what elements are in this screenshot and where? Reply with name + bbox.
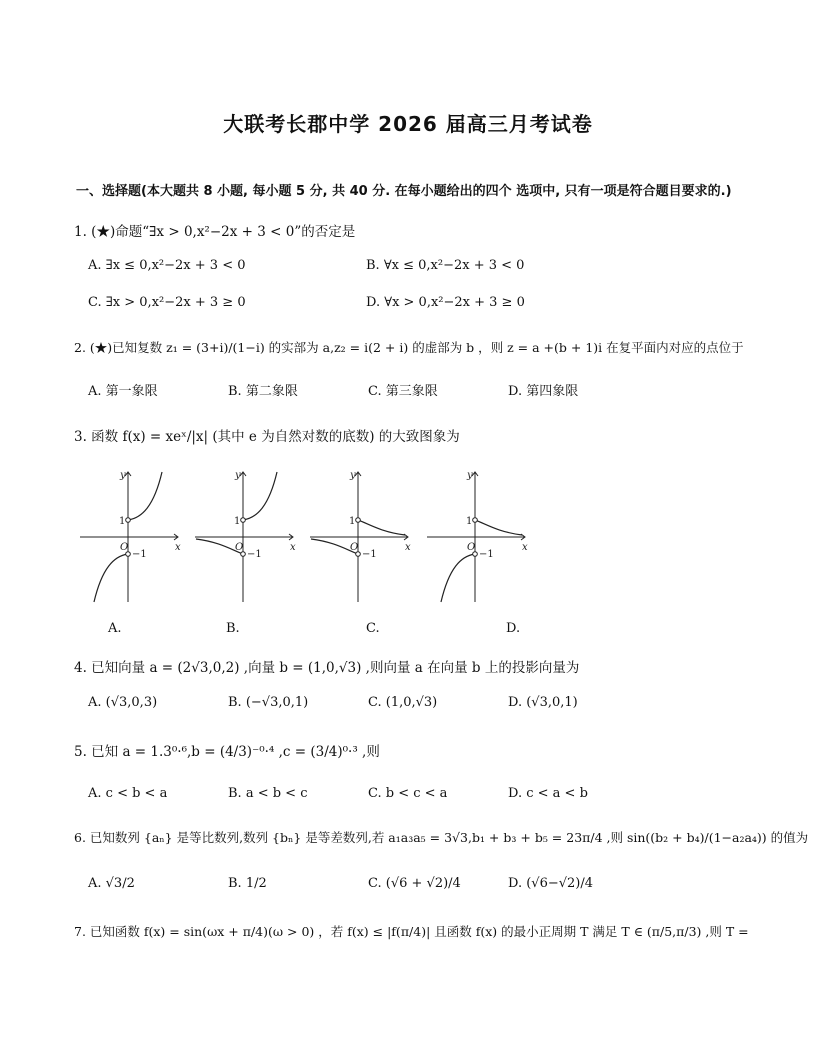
q2-option-a: A. 第一象限 [88, 384, 158, 399]
graph-a-x-label: x [175, 542, 181, 553]
q1-option-b: B. ∀x ≤ 0,x²−2x + 3 < 0 [366, 258, 525, 273]
page-title: 大联考长郡中学 2026 届高三月考试卷 [223, 112, 593, 136]
graph-c-x-label: x [405, 542, 411, 553]
graph-c-label-neg1: −1 [362, 549, 377, 560]
q4-option-a: A. (√3,0,3) [88, 695, 158, 710]
q5-option-a: A. c < b < a [88, 786, 168, 801]
graph-d-y-label: y [467, 470, 473, 481]
q6-option-b: B. 1/2 [228, 876, 267, 891]
q2-option-b: B. 第二象限 [228, 384, 298, 399]
graph-b [195, 472, 293, 602]
graph-d-origin-label: O [467, 542, 476, 553]
q5-option-d: D. c < a < b [508, 786, 588, 801]
graph-c-origin-label: O [350, 542, 359, 553]
graph-b-right-branch [243, 472, 277, 520]
q1-option-c: C. ∃x > 0,x²−2x + 3 ≥ 0 [88, 295, 246, 310]
q4-option-d: D. (√3,0,1) [508, 695, 578, 710]
q6-option-d: D. (√6−√2)/4 [508, 876, 594, 891]
q1-option-a: A. ∃x ≤ 0,x²−2x + 3 < 0 [88, 258, 246, 273]
q5-option-c: C. b < c < a [368, 786, 448, 801]
graph-d-label-1: 1 [466, 516, 473, 527]
q1-option-d: D. ∀x > 0,x²−2x + 3 ≥ 0 [366, 295, 525, 310]
graph-a-origin-label: O [120, 542, 129, 553]
q3-option-d: D. [506, 621, 521, 636]
graph-d-right-branch [475, 520, 522, 535]
graph-c-right-branch [358, 520, 405, 535]
graph-c-y-label: y [350, 470, 356, 481]
graph-b-origin-label: O [235, 542, 244, 553]
section-heading: 一、选择题(本大题共 8 小题, 每小题 5 分, 共 40 分. 在每小题给出的四个 选项中, 只有一项是符合题目要求的.) [76, 184, 732, 199]
graph-d-label-neg1: −1 [479, 549, 494, 560]
q3-option-b: B. [226, 621, 240, 636]
q4-option-b: B. (−√3,0,1) [228, 695, 309, 710]
graph-d-left-branch [441, 554, 475, 602]
q6-option-a: A. √3/2 [88, 876, 135, 891]
q3-option-a: A. [108, 621, 122, 636]
graph-a [80, 472, 178, 602]
question-4-stem: 4. 已知向量 a = (2√3,0,2) ,向量 b = (1,0,√3) ,则向量 a 在向量 b 上的投影向量为 [74, 660, 580, 676]
question-2-stem: 2. (★)已知复数 z₁ = (3+i)/(1−i) 的实部为 a,z₂ = i(2 + i) 的虚部为 b ，则 z = a +(b + 1)i 在复平面内对应的点位于 [74, 340, 744, 355]
graph-b-label-neg1: −1 [247, 549, 262, 560]
q3-graphs [70, 462, 540, 612]
question-6-stem: 6. 已知数列 {aₙ} 是等比数列,数列 {bₙ} 是等差数列,若 a₁a₃a₅ = 3√3,b₁ + b₃ + b₅ = 23π/4 ,则 sin((b₂ + b₄)/(1−a₂a₄)) 的值为 [74, 830, 809, 845]
graph-a-label-neg1: −1 [132, 549, 147, 560]
graph-b-y-label: y [235, 470, 241, 481]
question-7-stem: 7. 已知函数 f(x) = sin(ωx + π/4)(ω > 0) ，若 f(x) ≤ |f(π/4)| 且函数 f(x) 的最小正周期 T 满足 T ∈ (π/5,π/3) ,则 T = [74, 924, 749, 939]
q3-option-c: C. [366, 621, 380, 636]
graph-c [310, 472, 408, 602]
q5-option-b: B. a < b < c [228, 786, 308, 801]
graph-a-label-1: 1 [119, 516, 126, 527]
graph-d-x-label: x [522, 542, 528, 553]
graph-a-right-branch [128, 472, 162, 520]
graph-d [427, 472, 525, 602]
graph-a-y-label: y [120, 470, 126, 481]
graph-b-label-1: 1 [234, 516, 241, 527]
q2-option-d: D. 第四象限 [508, 384, 579, 399]
q2-option-c: C. 第三象限 [368, 384, 438, 399]
question-3-stem: 3. 函数 f(x) = xeˣ/|x| (其中 e 为自然对数的底数) 的大致图象为 [74, 429, 460, 445]
question-5-stem: 5. 已知 a = 1.3⁰·⁶,b = (4/3)⁻⁰·⁴ ,c = (3/4)⁰·³ ,则 [74, 744, 380, 760]
question-1-stem: 1. (★)命题“∃x > 0,x²−2x + 3 < 0”的否定是 [74, 224, 356, 240]
q4-option-c: C. (1,0,√3) [368, 695, 438, 710]
graph-a-left-branch [94, 554, 128, 602]
graph-a-open-point-1 [126, 518, 131, 523]
graph-c-label-1: 1 [349, 516, 356, 527]
q6-option-c: C. (√6 + √2)/4 [368, 876, 461, 891]
graph-b-x-label: x [290, 542, 296, 553]
